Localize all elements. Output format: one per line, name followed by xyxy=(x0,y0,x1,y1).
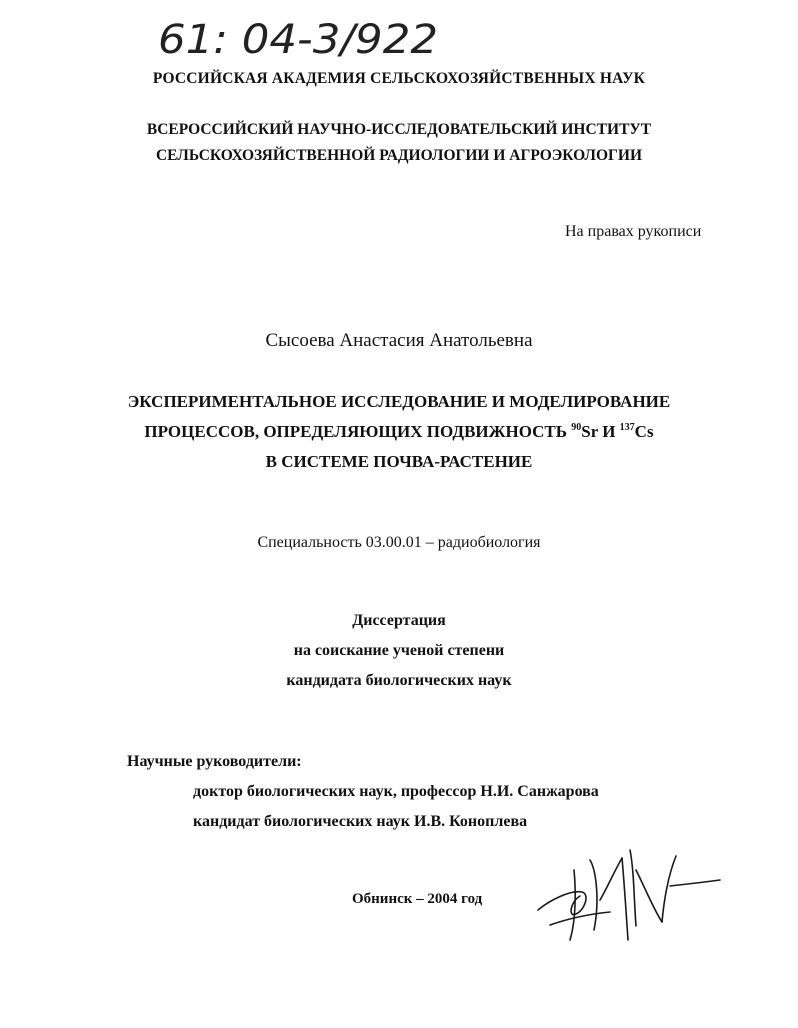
archive-code-text: 61: 04-3/922 xyxy=(158,17,438,63)
title-line2-conj: И xyxy=(597,422,620,441)
isotope1-mass: 90 xyxy=(571,422,582,433)
isotope2-symbol: Cs xyxy=(634,422,654,441)
handwritten-archive-code xyxy=(150,5,450,75)
title-line2 xyxy=(0,422,798,442)
title-line3: В СИСТЕМЕ ПОЧВА-РАСТЕНИЕ xyxy=(265,452,533,471)
institute-name-line2: СЕЛЬСКОХОЗЯЙСТВЕННОЙ РАДИОЛОГИИ И АГРОЭКОЛОГИИ xyxy=(155,147,643,164)
degree-name: кандидата биологических наук xyxy=(286,672,512,689)
handwritten-signature xyxy=(530,830,730,950)
title-line2-prefix: ПРОЦЕССОВ, ОПРЕДЕЛЯЮЩИХ ПОДВИЖНОСТЬ xyxy=(144,422,572,441)
specialty: Специальность 03.00.01 – радиобиология xyxy=(257,534,541,551)
dissertation-label: Диссертация xyxy=(352,612,446,629)
title-line1: ЭКСПЕРИМЕНТАЛЬНОЕ ИССЛЕДОВАНИЕ И МОДЕЛИРОВАНИЕ xyxy=(127,392,671,411)
supervisor-2: кандидат биологических наук И.В. Коноплева xyxy=(193,813,528,830)
isotope2-mass: 137 xyxy=(619,422,635,433)
academy-name: РОССИЙСКАЯ АКАДЕМИЯ СЕЛЬСКОХОЗЯЙСТВЕННЫХ НАУК xyxy=(152,70,646,87)
supervisors-heading: Научные руководители: xyxy=(127,753,302,770)
isotope1-symbol: Sr xyxy=(581,422,598,441)
city-year: Обнинск – 2004 год xyxy=(352,891,483,907)
author-name: Сысоева Анастасия Анатольевна xyxy=(265,330,533,351)
rights-note: На правах рукописи xyxy=(565,223,702,240)
supervisor-1: доктор биологических наук, профессор Н.И. Санжарова xyxy=(193,783,599,800)
institute-name-line1: ВСЕРОССИЙСКИЙ НАУЧНО-ИССЛЕДОВАТЕЛЬСКИЙ ИНСТИТУТ xyxy=(146,121,652,138)
degree-line: на соискание ученой степени xyxy=(293,642,505,659)
